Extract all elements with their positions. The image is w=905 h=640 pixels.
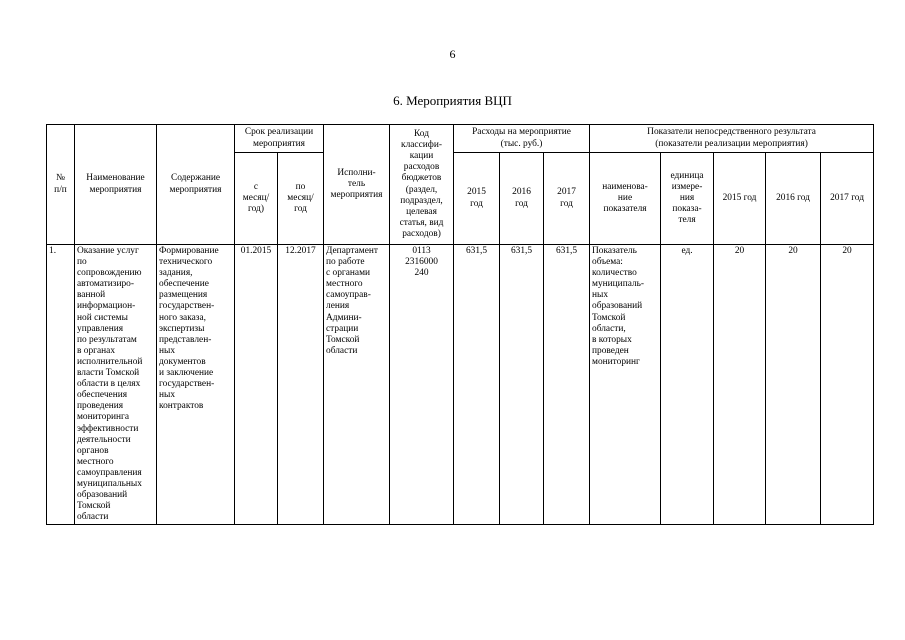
row-indicator-name: Показатель объема: количество муниципаль- ных образований Томской области, в которых проведен мониторинг (590, 245, 661, 525)
row-executor: Департамент по работе с органами местного самоуправ- ления Админи- страции Томской области (324, 245, 390, 525)
measures-table (46, 124, 874, 525)
header-expenses-2016: 2016 год (500, 153, 544, 245)
row-period-from: 01.2015 (235, 245, 278, 525)
header-expenses-group: Расходы на мероприятие (тыс. руб.) (454, 125, 590, 153)
header-indicator-name: наименова- ние показателя (590, 153, 661, 245)
header-expenses-2015: 2015 год (454, 153, 500, 245)
header-num: № п/п (47, 125, 75, 245)
row-indicator-2017: 20 (821, 245, 874, 525)
row-budget-code: 0113 2316000 240 (390, 245, 454, 525)
header-indicator-2015: 2015 год (714, 153, 766, 245)
row-measure-content: Формирование технического задания, обеспечение размещения государствен- ного заказа, экспертизы представлен- ных документов и заключение государствен- ных контрактов (157, 245, 235, 525)
row-measure-name: Оказание услуг по сопровождению автоматизиро- ванной информацион- ной системы управления по результатам в органах исполнительной власти Томской области в целях обеспечения проведения мониторинга эффективности деятельности органов местного самоуправления муниципальных образований Томской области (75, 245, 157, 525)
row-indicator-2015: 20 (714, 245, 766, 525)
header-budget-code: Код классифи- кации расходов бюджетов (раздел, подраздел, целевая статья, вид расходов) (390, 125, 454, 245)
section-title: 6. Мероприятия ВЦП (393, 93, 512, 108)
header-period-from: с месяц/ год) (235, 153, 278, 245)
header-expenses-2017: 2017 год (544, 153, 590, 245)
row-num: 1. (47, 245, 75, 525)
header-indicator-unit: единица измере- ния показа- теля (661, 153, 714, 245)
header-measure-content: Содержание мероприятия (157, 125, 235, 245)
header-indicator-2017: 2017 год (821, 153, 874, 245)
row-indicator-2016: 20 (766, 245, 821, 525)
header-period-group: Срок реализации мероприятия (235, 125, 324, 153)
row-period-to: 12.2017 (278, 245, 324, 525)
table-row (47, 245, 874, 525)
header-row-1 (47, 125, 874, 153)
header-indicators-group: Показатели непосредственного результата (показатели реализации мероприятия) (590, 125, 874, 153)
header-indicator-2016: 2016 год (766, 153, 821, 245)
row-expenses-2016: 631,5 (500, 245, 544, 525)
row-expenses-2015: 631,5 (454, 245, 500, 525)
header-executor: Исполни- тель мероприятия (324, 125, 390, 245)
row-indicator-unit: ед. (661, 245, 714, 525)
page-number: 6 (449, 47, 456, 61)
header-measure-name: Наименование мероприятия (75, 125, 157, 245)
row-expenses-2017: 631,5 (544, 245, 590, 525)
header-period-to: по месяц/ год (278, 153, 324, 245)
